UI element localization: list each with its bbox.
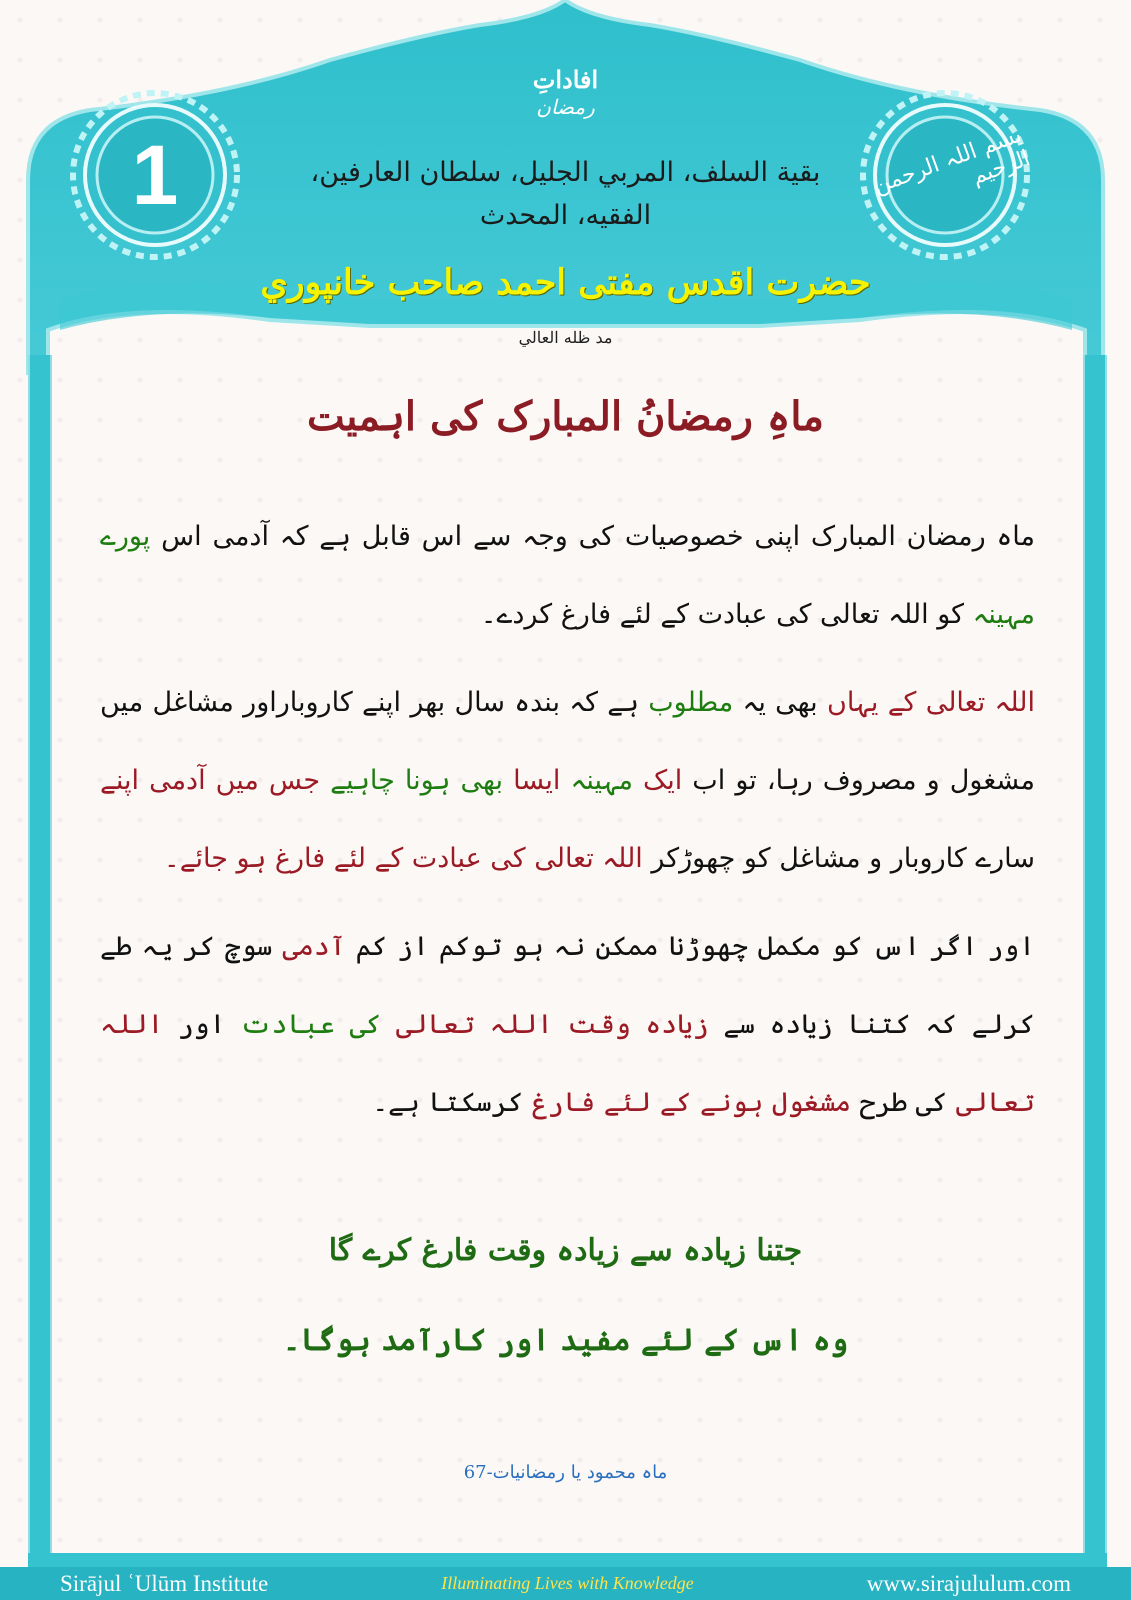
paragraph-3 <box>100 908 1035 1142</box>
text-segment: اور اگر اس کو مکمل چھوڑنا ممکن نہ ہو توکم از کم <box>345 931 1035 962</box>
text-segment <box>633 765 643 796</box>
footer-bar <box>0 1567 1131 1600</box>
text-segment: پورے مہینہ <box>100 521 1035 630</box>
text-segment: کو اللہ تعالی کی عبادت کے لئے فارغ کردے۔ <box>480 599 973 630</box>
paragraph-1 <box>100 498 1035 654</box>
text-segment: آدمی <box>282 931 346 962</box>
text-segment <box>560 765 570 796</box>
frame-bottom <box>28 1553 1107 1567</box>
text-segment: سوچ کر یہ طے کرلے کہ کتنا زیادہ سے <box>100 931 1035 1040</box>
text-segment <box>503 765 513 796</box>
text-segment: مشغول ہونے کے لئے فارغ <box>531 1087 852 1118</box>
text-segment: ایک <box>643 765 683 796</box>
frame-column-right <box>1083 355 1107 1553</box>
text-segment: اللہ تعالی کے یہاں <box>826 687 1036 718</box>
text-segment: ماہ رمضان المبارک اپنی خصوصیات کی وجہ سے اس قابل ہے کہ آدمی اس <box>150 521 1035 552</box>
text-segment: ایسا <box>513 765 561 796</box>
scholar-name: حضرت اقدس مفتی احمد صاحب خانپوري <box>260 262 871 303</box>
bismillah-calligraphy: بسم اللہ الرحمن الرحیم <box>870 122 1034 200</box>
text-segment: بھی یہ <box>733 687 827 718</box>
text-segment: سارے کاروبار و مشاغل کو چھوڑکر <box>642 843 1035 874</box>
source-reference: ماہ محمود یا رمضانیات-67 <box>463 1462 668 1483</box>
text-segment: بھی ہونا چاہیے <box>330 765 503 796</box>
text-segment: ہے کہ بندہ سال بھر اپنے کاروباراور مشاغل میں مشغول و مصروف رہا، تو اب <box>100 687 1035 796</box>
text-segment: اللہ تعالی کی عبادت کے لئے فارغ ہو جائے۔ <box>163 843 643 874</box>
text-segment: مہینہ <box>570 765 633 796</box>
frame-column-left <box>28 355 52 1553</box>
text-segment: کرسکتا ہے۔ <box>372 1087 532 1118</box>
text-segment: جس میں آدمی اپنے <box>100 765 331 796</box>
text-segment: اور <box>163 1009 241 1040</box>
text-segment: مطلوب <box>648 687 734 718</box>
footer-tagline: Illuminating Lives with Knowledge <box>441 1573 694 1593</box>
honorific-titles-line2: الفقيه، المحدث <box>479 200 652 231</box>
ifadat-label: افاداتِ <box>532 65 599 94</box>
paragraph-2 <box>100 664 1035 898</box>
footer-url[interactable]: www.sirajululum.com <box>866 1570 1071 1596</box>
closing-line-1: جتنا زیادہ سے زیادہ وقت فارغ کرے گا <box>328 1233 803 1268</box>
ramzan-label: رمضان <box>536 95 595 119</box>
scholar-honorific: مد ظله العالي <box>518 328 613 347</box>
number-badge: 1 <box>131 127 179 222</box>
footer-institute: Sirājul ʿUlūm Institute <box>60 1570 269 1596</box>
honorific-titles-line1: بقية السلف، المربي الجليل، سلطان العارفين، <box>310 157 821 188</box>
text-segment: کی عبادت <box>240 1009 396 1040</box>
text-segment: اللہ تعالی <box>100 1009 1035 1118</box>
text-segment: کی طرح <box>851 1087 956 1118</box>
text-segment: زیادہ وقت اللہ تعالی <box>395 1009 709 1040</box>
article-title: ماہِ رمضانُ المبارک کی اہمیت <box>307 393 824 440</box>
closing-line-2: وہ اس کے لئے مفید اور کارآمد ہوگا۔ <box>282 1323 849 1358</box>
